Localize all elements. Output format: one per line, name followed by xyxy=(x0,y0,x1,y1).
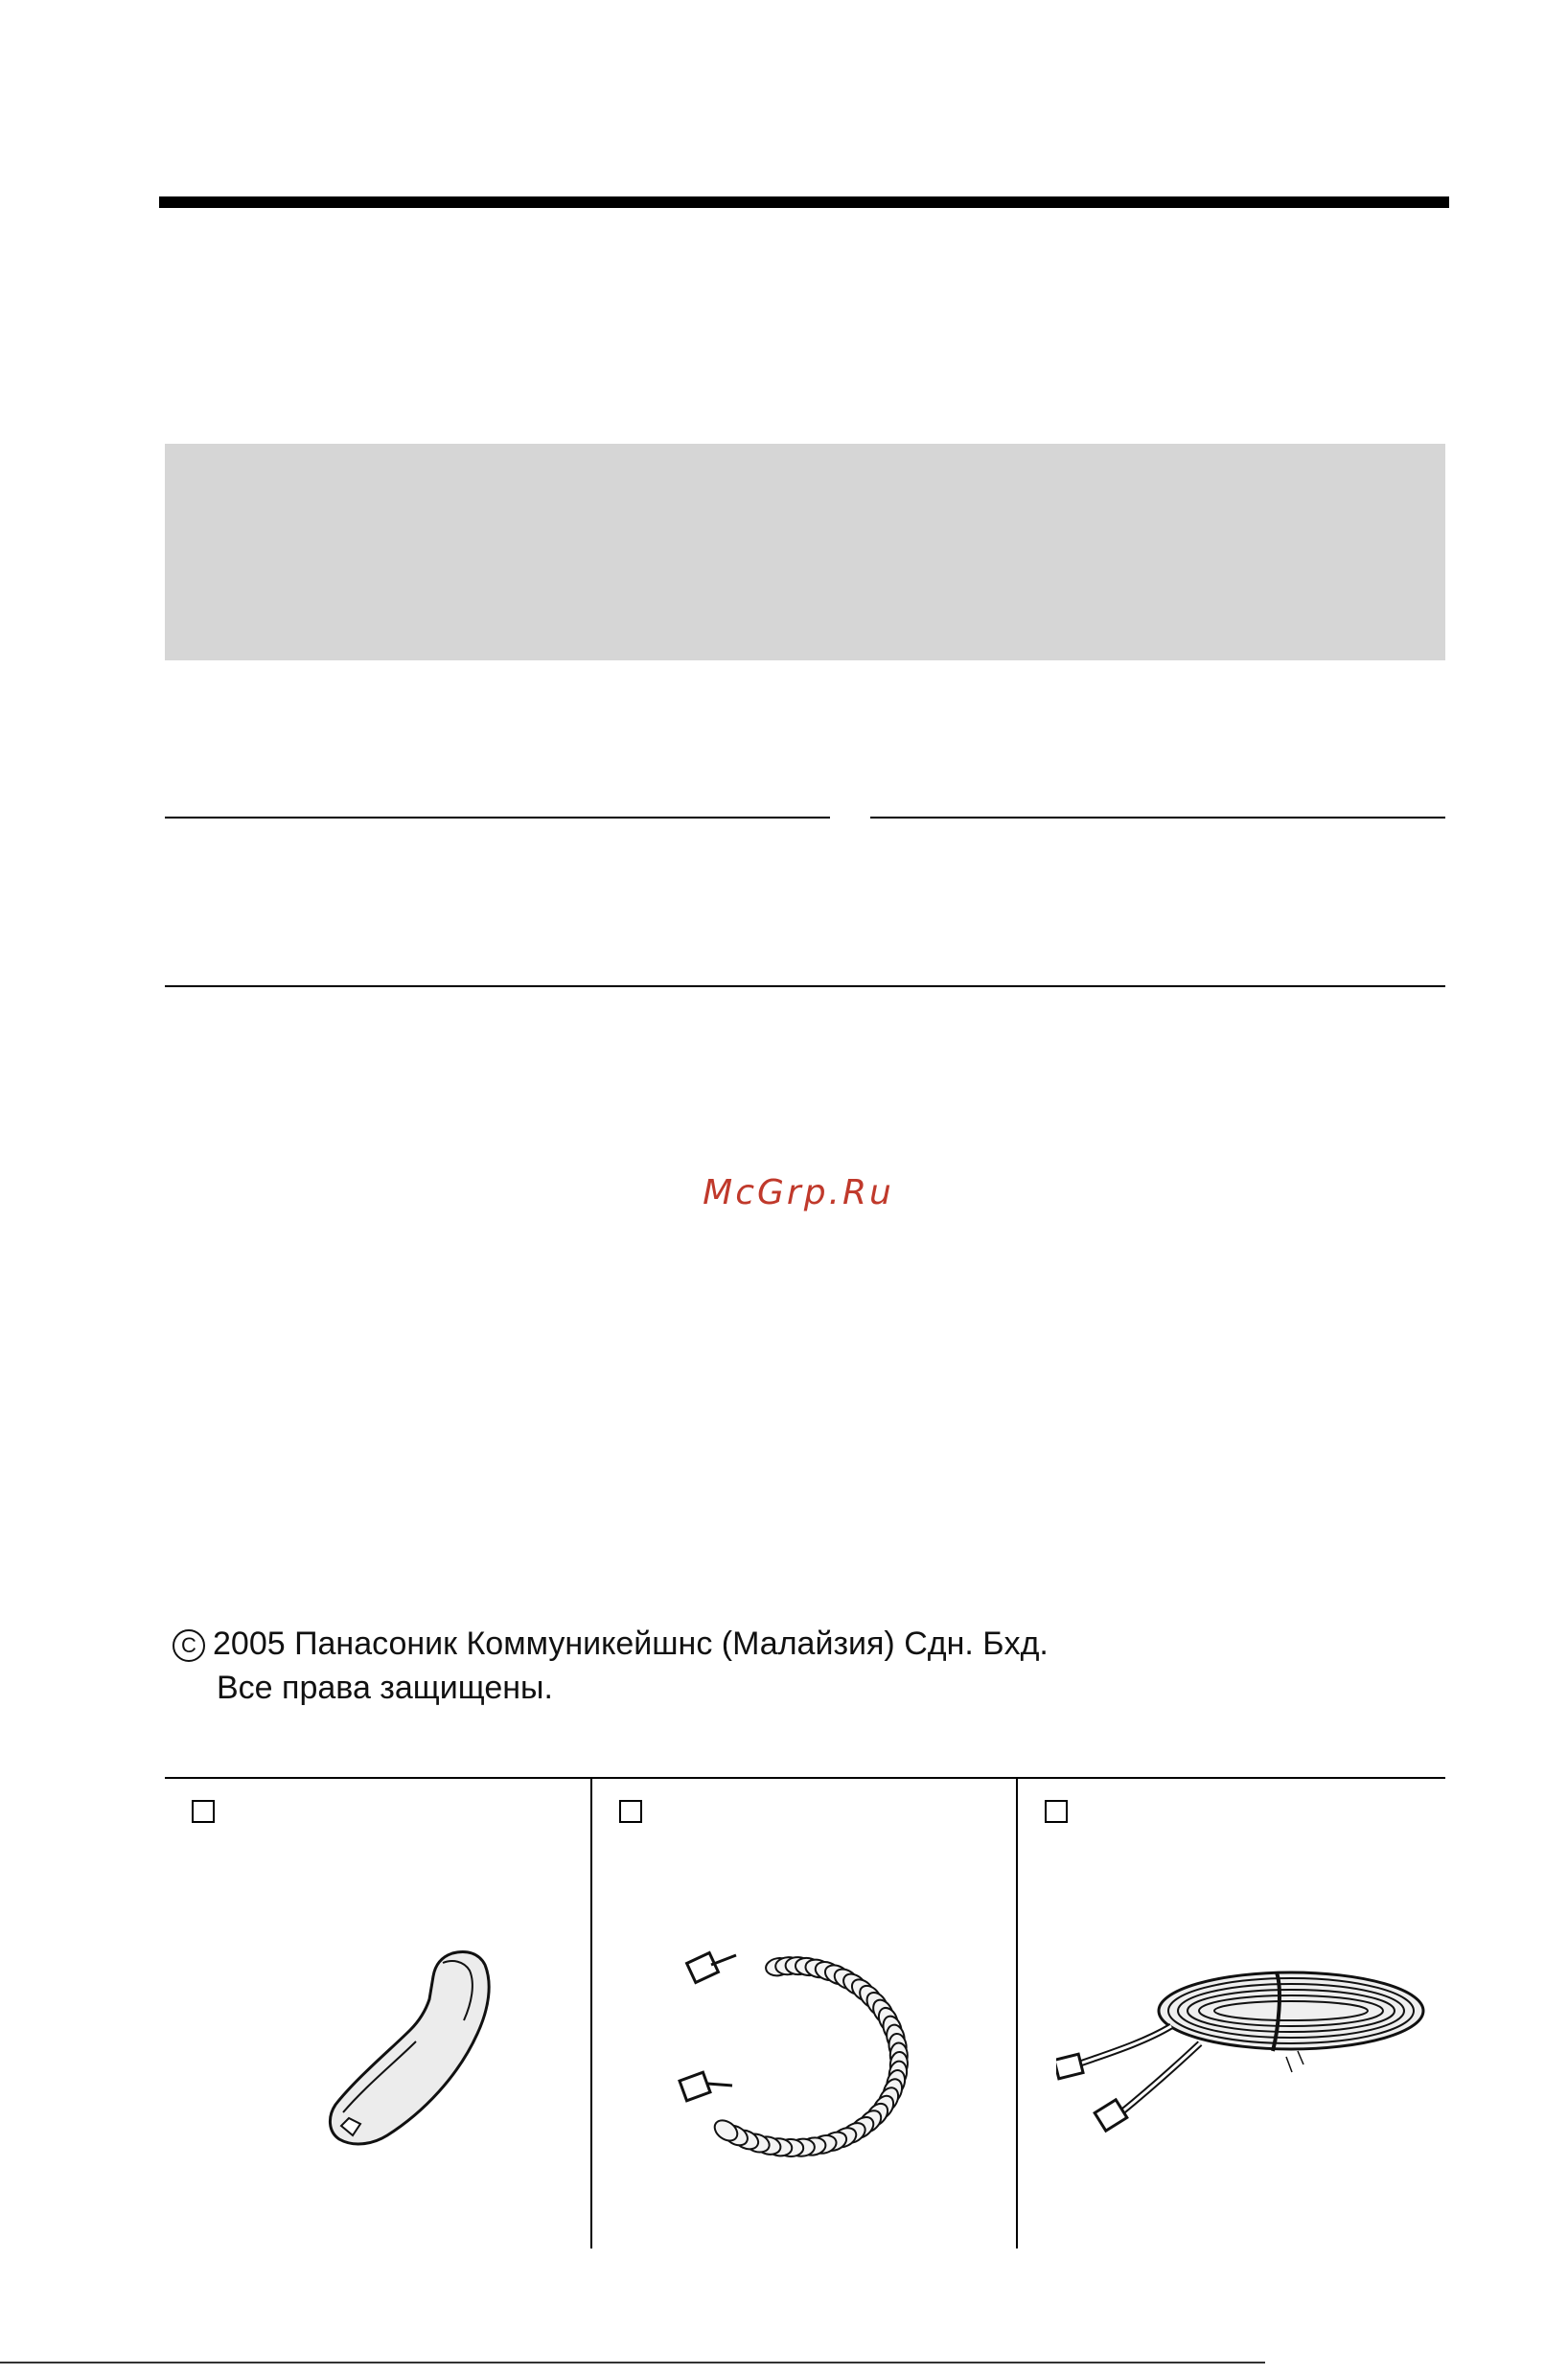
copyright-line-1 xyxy=(173,1622,1049,1666)
copyright-symbol-icon: C xyxy=(173,1629,205,1662)
accessory-cell-handset-cord xyxy=(590,1779,1018,2248)
checkbox[interactable] xyxy=(1045,1800,1068,1823)
gray-banner xyxy=(165,444,1445,660)
top-heading-rule xyxy=(159,196,1449,208)
watermark-text[interactable]: McGrp.Ru xyxy=(703,1173,894,1212)
accessory-cell-line-cord xyxy=(1016,1779,1447,2248)
rule-full-width xyxy=(165,985,1445,987)
checkbox[interactable] xyxy=(619,1800,642,1823)
rule-left xyxy=(165,817,830,819)
accessory-cell-handset xyxy=(165,1779,590,2248)
copyright-text: 2005 Панасоник Коммуникейшнс (Малайзия) Сдн. Бхд. xyxy=(213,1626,1049,1662)
copyright-notice xyxy=(173,1622,1049,1710)
rule-right xyxy=(870,817,1445,819)
accessory-table xyxy=(165,1777,1445,2248)
copyright-line-2: Все права защищены. xyxy=(217,1670,553,1706)
bottom-rule xyxy=(0,2362,1265,2363)
checkbox[interactable] xyxy=(192,1800,215,1823)
handset-cord-icon xyxy=(669,1942,957,2181)
handset-icon xyxy=(289,1942,510,2153)
telephone-line-cord-icon xyxy=(1056,1951,1440,2162)
